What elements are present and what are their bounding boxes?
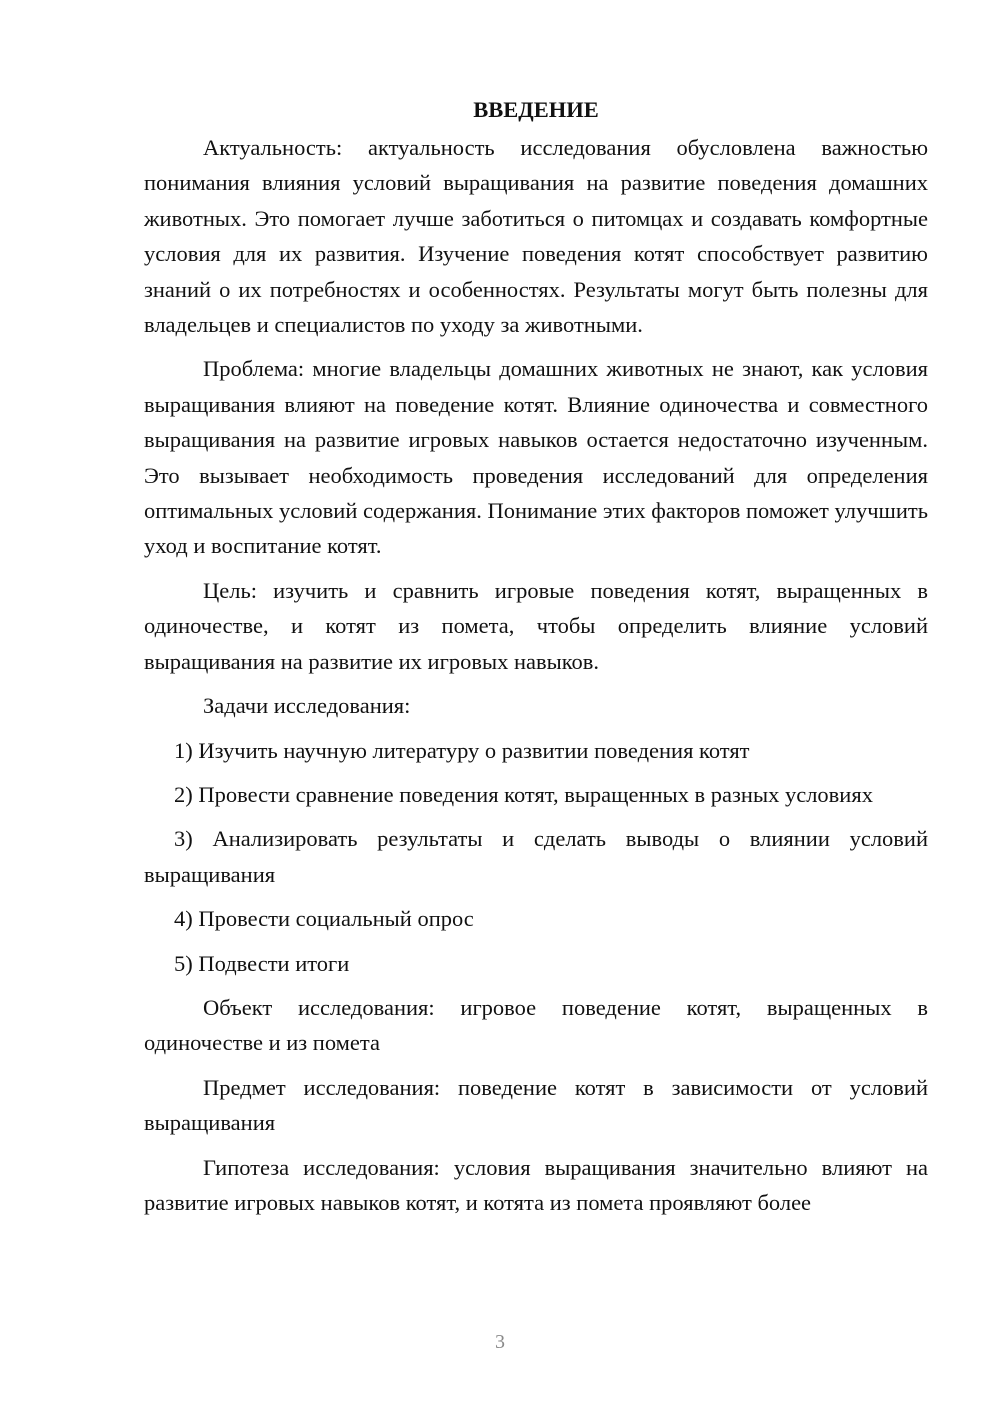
relevance-paragraph: Актуальность: актуальность исследования обусловлена важностью понимания влияния условий выращивания на развитие поведения домашних животных. Это помогает лучше заботиться о питомцах и создавать комфортные условия для их развития. Изучение поведения котят способствует развитию знаний о их потребностях и особенностях. Результаты могут быть полезны для владельцев и специалистов по уходу за животными.	[144, 135, 928, 338]
task-item-1: 1) Изучить научную литературу о развитии поведения котят	[174, 737, 750, 763]
task-item-3: 3) Анализировать результаты и сделать выводы о влиянии условий выращивания	[144, 826, 928, 887]
task-item-5: 5) Подвести итоги	[174, 950, 350, 976]
section-heading: ВВЕДЕНИЕ	[473, 97, 599, 122]
tasks-title: Задачи исследования:	[203, 693, 411, 719]
page-number: 3	[495, 1331, 505, 1353]
problem-paragraph: Проблема: многие владельцы домашних животных не знают, как условия выращивания влияют на поведение котят. Влияние одиночества и совместного выращивания на развитие игровых навыков остается недостаточно изученным. Это вызывает необходимость проведения исследований для определения оптимальных условий содержания. Понимание этих факторов поможет улучшить уход и воспитание котят.	[144, 356, 928, 559]
task-item-2: 2) Провести сравнение поведения котят, выращенных в разных условиях	[174, 781, 873, 807]
object-paragraph: Объект исследования: игровое поведение котят, выращенных в одиночестве и из помета	[144, 994, 928, 1056]
page-content	[144, 92, 928, 1229]
task-item-4: 4) Провести социальный опрос	[174, 906, 474, 932]
goal-paragraph: Цель: изучить и сравнить игровые поведения котят, выращенных в одиночестве, и котят из помета, чтобы определить влияние условий выращивания на развитие их игровых навыков.	[144, 577, 928, 674]
subject-paragraph: Предмет исследования: поведение котят в зависимости от условий выращивания	[144, 1074, 928, 1136]
hypothesis-paragraph: Гипотеза исследования: условия выращивания значительно влияют на развитие игровых навыков котят, и котята из помета проявляют более	[144, 1154, 928, 1215]
